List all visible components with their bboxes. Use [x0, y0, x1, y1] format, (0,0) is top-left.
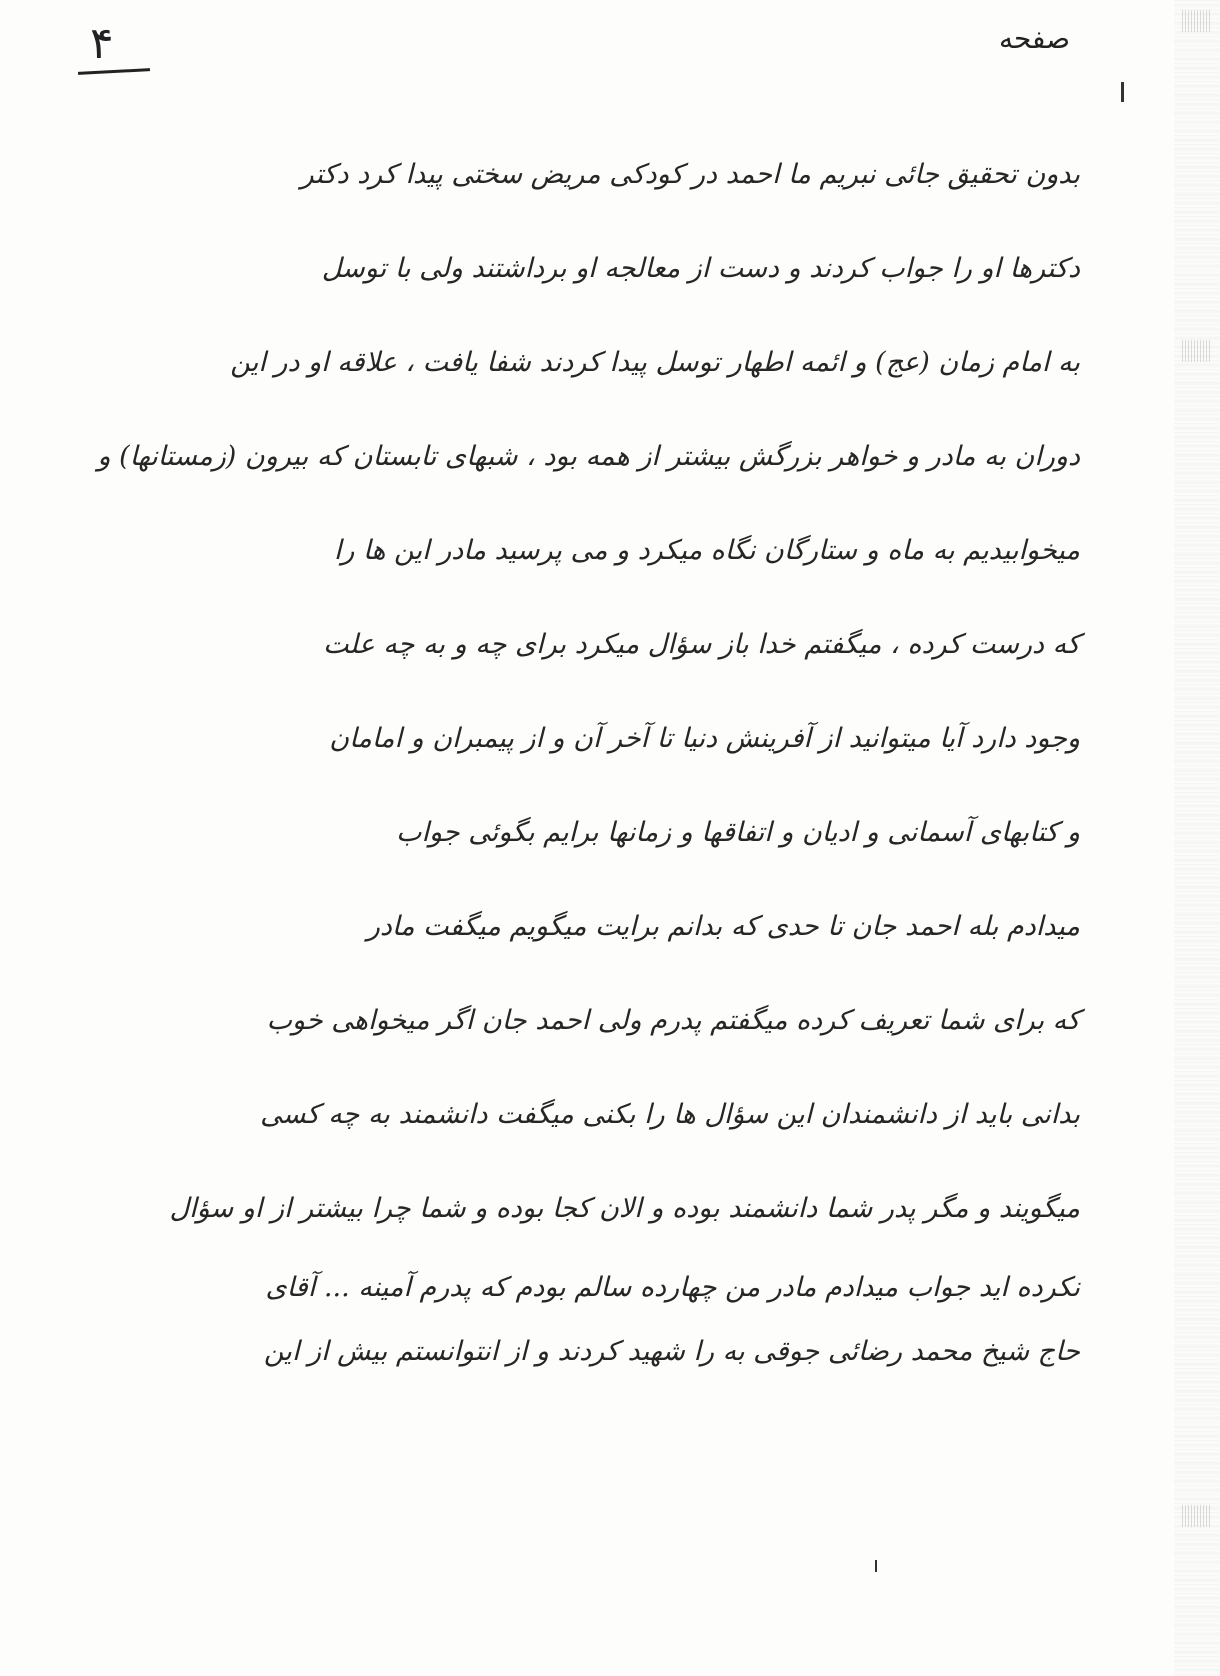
scan-speck — [1182, 10, 1212, 32]
text-line: میگویند و مگر پدر شما دانشمند بوده و الان کجا بوده و شما چرا بیشتر از او سؤال — [169, 1193, 1080, 1224]
scan-speck — [1182, 340, 1212, 362]
text-line: و کتابهای آسمانی و ادیان و اتفاقها و زمانها برایم بگوئی جواب — [396, 817, 1080, 848]
scanner-edge-noise — [1174, 0, 1220, 1676]
text-line: به امام زمان (عج) و ائمه اطهار توسل پیدا کردند شفا یافت ، علاقه او در این — [230, 347, 1080, 378]
text-line: که درست کرده ، میگفتم خدا باز سؤال میکرد برای چه و به چه علت — [323, 629, 1080, 660]
page-number: ۴ — [90, 18, 114, 69]
text-line: بدانی باید از دانشمندان این سؤال ها را بکنی میگفت دانشمند به چه کسی — [260, 1099, 1080, 1130]
margin-mark — [1121, 82, 1124, 102]
page-label: صفحه — [998, 22, 1070, 55]
text-line: میدادم بله احمد جان تا حدی که بدانم برایت میگویم میگفت مادر — [366, 911, 1080, 942]
text-line: وجود دارد آیا میتوانید از آفرینش دنیا تا آخر آن و از پیمبران و امامان — [329, 723, 1080, 754]
page-number-underline — [78, 68, 150, 75]
text-line: میخوابیدیم به ماه و ستارگان نگاه میکرد و می پرسید مادر این ها را — [333, 535, 1080, 566]
text-line: حاج شیخ محمد رضائی جوقی به را شهید کردند و از انتوانستم بیش از این — [263, 1336, 1080, 1367]
text-line: دکترها او را جواب کردند و دست از معالجه او برداشتند ولی با توسل — [321, 253, 1080, 284]
scan-speck — [1182, 1505, 1212, 1527]
handwritten-text-body — [10, 128, 1080, 1384]
text-line: که برای شما تعریف کرده میگفتم پدرم ولی احمد جان اگر میخواهی خوب — [266, 1005, 1080, 1036]
margin-mark — [875, 1560, 877, 1572]
text-line: دوران به مادر و خواهر بزرگش بیشتر از همه بود ، شبهای تابستان که بیرون (زمستانها) و — [97, 441, 1080, 472]
text-line: نکرده اید جواب میدادم مادر من چهارده سالم بودم که پدرم آمینه ... آقای — [265, 1272, 1080, 1303]
text-line: بدون تحقیق جائی نبریم ما احمد در کودکی مریض سختی پیدا کرد دکتر — [300, 159, 1080, 190]
